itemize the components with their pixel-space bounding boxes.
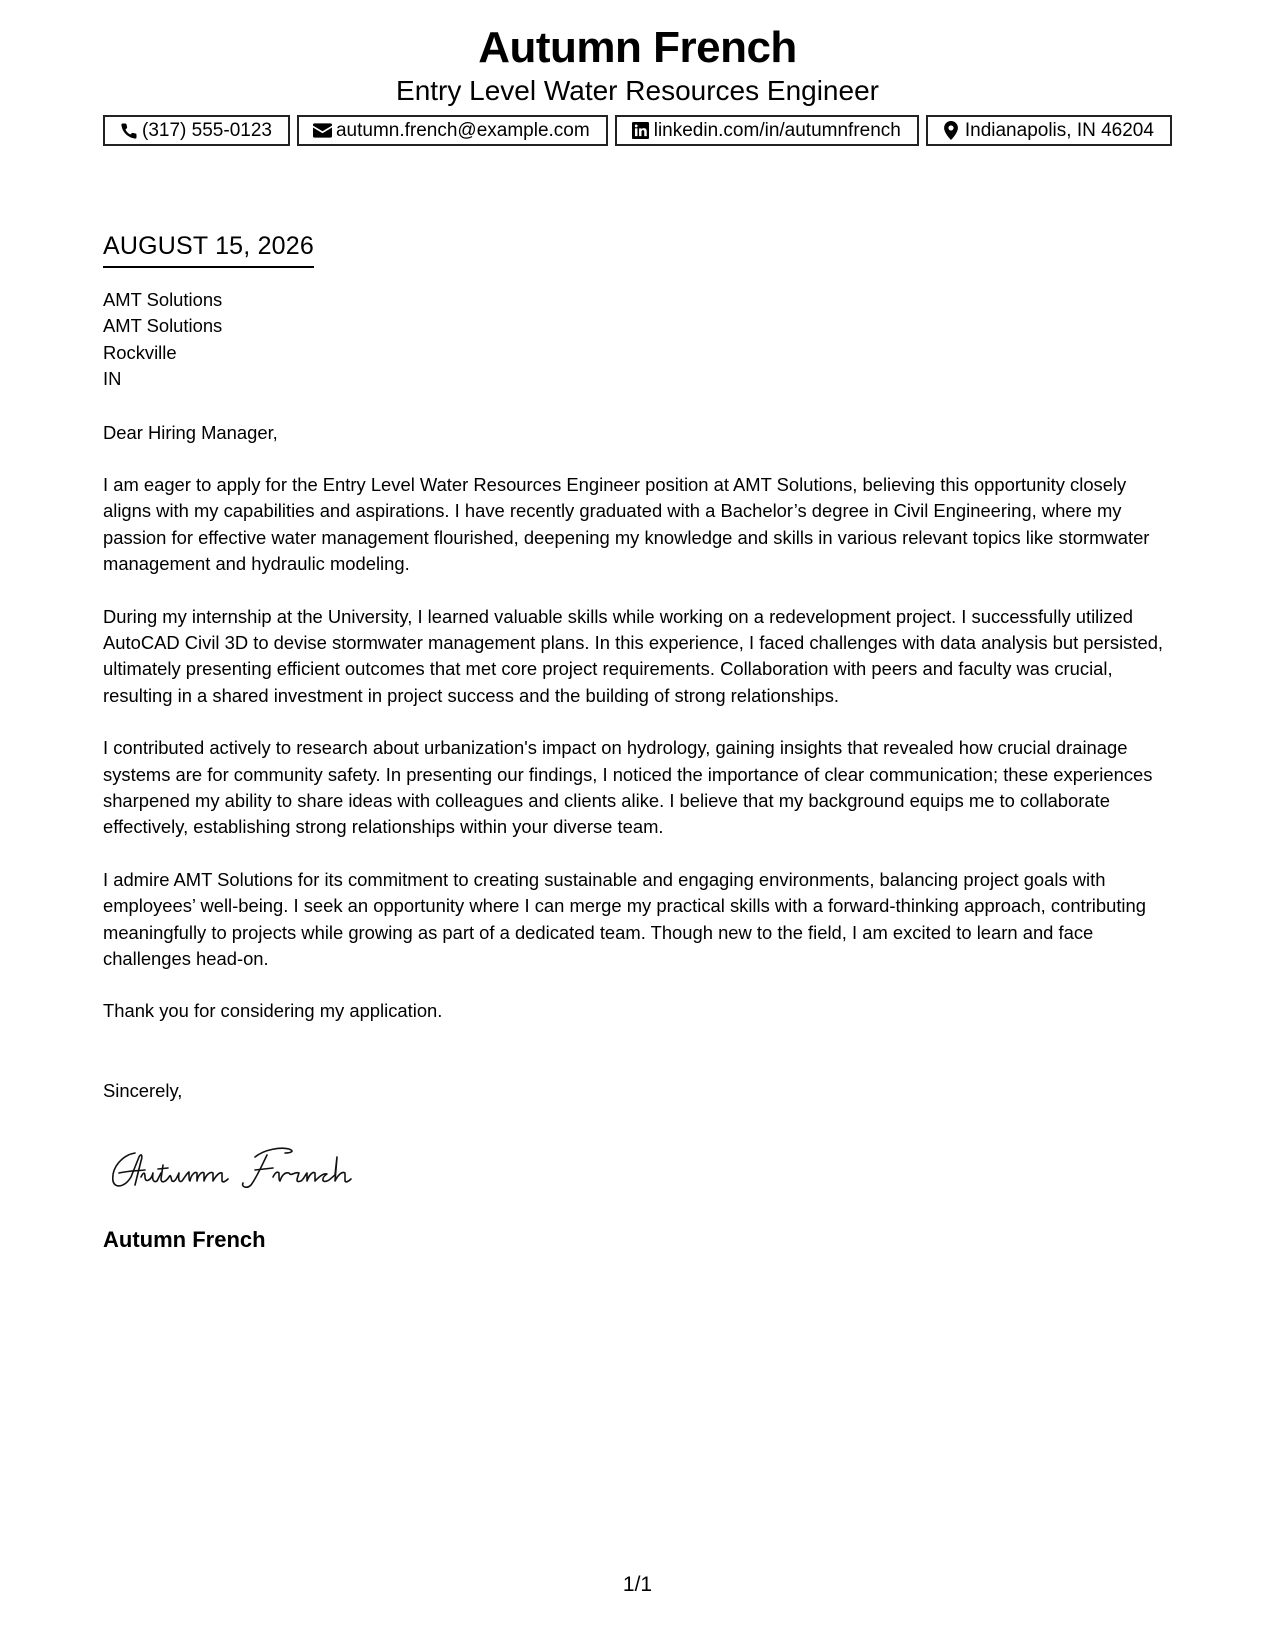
page-number: 1/1 [622, 1573, 653, 1596]
letter-header [0, 22, 1275, 146]
recipient-line-1: AMT Solutions [103, 289, 223, 310]
signer-name: Autumn French [103, 1227, 266, 1252]
recipient-address [103, 287, 1178, 393]
thank-you-line: Thank you for considering my application. [103, 1000, 443, 1022]
contact-location [926, 115, 1172, 146]
phone-text: (317) 555-0123 [142, 120, 272, 141]
recipient-state: IN [103, 368, 122, 390]
contact-bar [0, 115, 1275, 146]
applicant-name: Autumn French [478, 23, 797, 72]
recipient-city: Rockville [103, 341, 177, 363]
contact-email [297, 115, 608, 146]
linkedin-icon [631, 121, 650, 140]
paragraph-1: I am eager to apply for the Entry Level Water Resources Engineer position at AMT Solutions, believing this opportunity closely aligns with my capabilities and aspirations. I have recently graduated with a Bachelor’s degree in Civil Engineering, where my passion for effective water management flourished, deepening my knowledge and skills in various relevant topics like stormwater management and hydraulic modeling. [103, 473, 1150, 575]
contact-linkedin [615, 115, 919, 146]
map-marker-icon [942, 121, 961, 140]
paragraph-2: During my internship at the University, I learned valuable skills while working on a redevelopment project. I successfully utilized AutoCAD Civil 3D to devise stormwater management plans. In this experience, I faced challenges with data analysis but persisted, ultimately presenting efficient outcomes that met core project requirements. Collaboration with peers and faculty was crucial, resulting in a shared investment in project success and the building of strong relationships. [103, 605, 1164, 706]
email-text: autumn.french@example.com [335, 120, 590, 141]
handwritten-signature [105, 1143, 365, 1193]
envelope-icon [313, 121, 332, 140]
contact-phone [103, 115, 290, 146]
paragraph-3: I contributed actively to research about urbanization's impact on hydrology, gaining insights that revealed how crucial drainage systems are for community safety. In presenting our findings, I noticed the importance of clear communication; these experiences sharpened my ability to share ideas with colleagues and clients alike. I believe that my background equips me to collaborate effectively, establishing strong relationships within your diverse team. [103, 737, 1153, 838]
recipient-line-2: AMT Solutions [103, 315, 223, 337]
paragraph-4: I admire AMT Solutions for its commitment to creating sustainable and engaging environments, balancing project goals with employees’ well-being. I seek an opportunity where I can merge my practical skills with a forward-thinking approach, contributing meaningfully to projects while growing as part of a dedicated team. Though new to the field, I am excited to learn and face challenges head-on. [103, 868, 1146, 970]
linkedin-text: linkedin.com/in/autumnfrench [653, 120, 901, 141]
sign-off: Sincerely, [103, 1079, 183, 1101]
phone-icon [119, 121, 138, 140]
location-text: Indianapolis, IN 46204 [964, 120, 1154, 141]
letter-date: AUGUST 15, 2026 [103, 229, 314, 268]
job-title: Entry Level Water Resources Engineer [396, 75, 879, 106]
greeting: Dear Hiring Manager, [103, 421, 278, 443]
letter-body [103, 287, 1178, 1104]
